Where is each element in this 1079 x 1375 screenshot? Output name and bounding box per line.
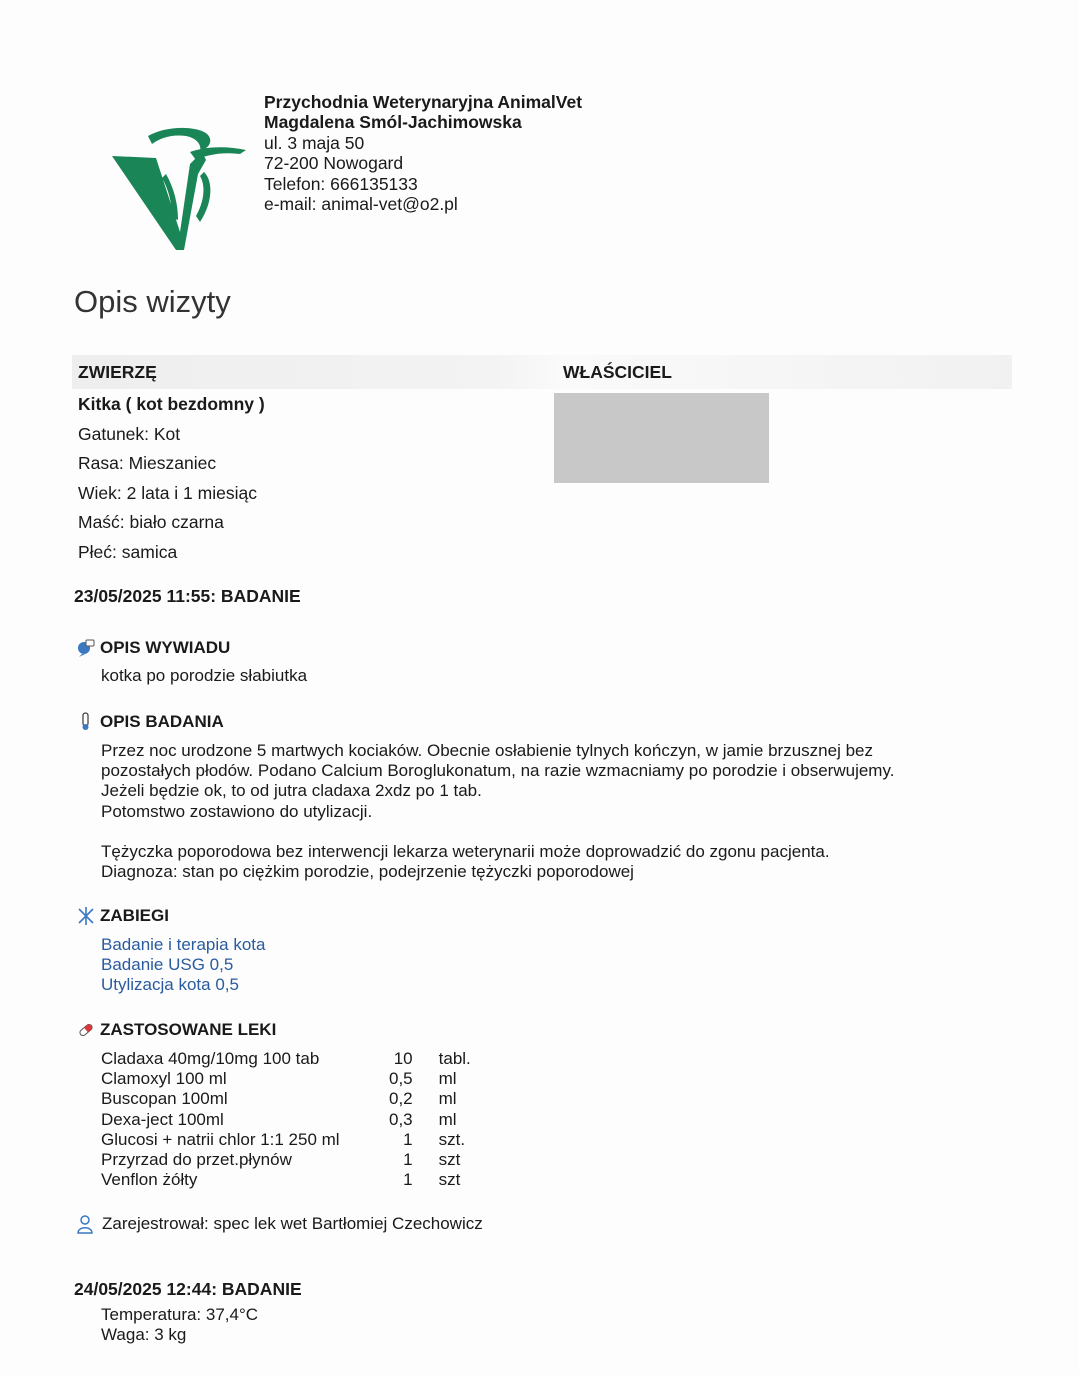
med-qty: 0,3 bbox=[389, 1109, 413, 1129]
clinic-street: ul. 3 maja 50 bbox=[264, 132, 365, 153]
thermometer-icon bbox=[76, 712, 96, 732]
procedures-heading bbox=[76, 906, 169, 926]
exam-line: Przez noc urodzone 5 martwych kociaków. Obecnie osłabienie tylnych kończyn, w jamie brzusznej bez bbox=[101, 741, 873, 760]
med-unit: ml bbox=[438, 1109, 457, 1129]
med-unit: ml bbox=[438, 1089, 457, 1109]
registered-by-text: Zarejestrował: spec lek wet Bartłomiej Czechowicz bbox=[102, 1214, 483, 1233]
owner-heading: WŁAŚCICIEL bbox=[563, 362, 672, 382]
animal-age: Wiek: 2 lata i 1 miesiąc bbox=[78, 482, 257, 503]
clinic-name: Przychodnia Weterynaryjna AnimalVet bbox=[264, 92, 583, 112]
med-row bbox=[101, 1110, 471, 1130]
interview-heading bbox=[76, 638, 230, 658]
exam-line: Tężyczka poporodowa bez interwencji lekarza weterynarii może doprowadzić do zgonu pacjenta. bbox=[101, 841, 830, 861]
weight: Waga: 3 kg bbox=[101, 1325, 187, 1345]
doctor-icon bbox=[76, 1214, 96, 1234]
clinic-logo bbox=[108, 122, 250, 254]
med-row bbox=[101, 1049, 471, 1069]
animal-heading: ZWIERZĘ bbox=[78, 362, 157, 382]
med-name: Buscopan 100ml bbox=[101, 1089, 228, 1109]
exam-heading-label: OPIS BADANIA bbox=[100, 712, 224, 731]
med-name: Clamoxyl 100 ml bbox=[101, 1069, 227, 1089]
exam-line: Jeżeli będzie ok, to od jutra cladaxa 2xdz po 1 tab. bbox=[101, 781, 482, 801]
procedure-link[interactable]: Utylizacja kota 0,5 bbox=[101, 975, 239, 995]
clinic-email: e-mail: animal-vet@o2.pl bbox=[264, 194, 458, 215]
meds-table bbox=[101, 1049, 471, 1190]
med-row bbox=[101, 1150, 471, 1170]
owner-redacted-block bbox=[554, 393, 769, 483]
interview-icon bbox=[76, 638, 96, 658]
med-qty: 0,2 bbox=[389, 1089, 413, 1109]
animal-details bbox=[78, 393, 265, 571]
meds-heading bbox=[76, 1020, 276, 1040]
med-qty: 1 bbox=[403, 1150, 413, 1170]
visit1-heading: 23/05/2025 11:55: BADANIE bbox=[74, 586, 301, 606]
med-qty: 1 bbox=[403, 1170, 413, 1190]
med-name: Przyrzad do przet.płynów bbox=[101, 1150, 292, 1170]
animal-name: Kitka ( kot bezdomny ) bbox=[78, 394, 265, 414]
med-unit: szt. bbox=[438, 1129, 466, 1149]
interview-text: kotka po porodzie słabiutka bbox=[101, 666, 308, 685]
procedure-link[interactable]: Badanie i terapia kota bbox=[101, 935, 266, 954]
procedures-heading-label: ZABIEGI bbox=[100, 906, 169, 925]
med-qty: 0,5 bbox=[389, 1069, 413, 1089]
med-unit: tabl. bbox=[438, 1049, 471, 1068]
med-row bbox=[101, 1170, 471, 1190]
interview-heading-label: OPIS WYWIADU bbox=[100, 638, 231, 657]
clinic-phone: Telefon: 666135133 bbox=[264, 173, 418, 194]
exam-line: Diagnoza: stan po ciężkim porodzie, podejrzenie tężyczki poporodowej bbox=[101, 862, 634, 882]
med-name: Cladaxa 40mg/10mg 100 tab bbox=[101, 1049, 320, 1068]
med-row bbox=[101, 1130, 471, 1150]
med-name: Venflon żółty bbox=[101, 1170, 198, 1190]
med-row bbox=[101, 1069, 471, 1089]
clinic-owner: Magdalena Smól-Jachimowska bbox=[264, 112, 522, 133]
med-qty: 1 bbox=[403, 1129, 413, 1149]
visit2-details bbox=[101, 1305, 258, 1345]
animal-breed: Rasa: Mieszaniec bbox=[78, 453, 217, 474]
exam-line: pozostałych płodów. Podano Calcium Boroglukonatum, na razie wzmacniamy po porodzie i obserwujemy. bbox=[101, 761, 895, 781]
visit2-heading: 24/05/2025 12:44: BADANIE bbox=[74, 1279, 302, 1299]
med-qty: 10 bbox=[393, 1049, 413, 1068]
med-unit: szt bbox=[438, 1150, 461, 1170]
med-row bbox=[101, 1089, 471, 1109]
med-unit: ml bbox=[438, 1069, 457, 1089]
procedure-link[interactable]: Badanie USG 0,5 bbox=[101, 955, 234, 975]
registered-by bbox=[76, 1214, 483, 1234]
clinic-info bbox=[264, 92, 582, 214]
meds-heading-label: ZASTOSOWANE LEKI bbox=[100, 1020, 277, 1039]
clinic-city: 72-200 Nowogard bbox=[264, 153, 404, 174]
page-title: Opis wizyty bbox=[74, 284, 231, 319]
exam-line: Potomstwo zostawiono do utylizacji. bbox=[101, 801, 373, 821]
animal-species: Gatunek: Kot bbox=[78, 423, 181, 444]
exam-heading bbox=[76, 712, 224, 732]
temperature: Temperatura: 37,4°C bbox=[101, 1305, 259, 1324]
animal-color: Maść: biało czarna bbox=[78, 512, 224, 533]
med-unit: szt bbox=[438, 1170, 461, 1190]
section-band bbox=[72, 355, 1012, 389]
animal-sex: Płeć: samica bbox=[78, 541, 178, 562]
med-name: Dexa-ject 100ml bbox=[101, 1109, 224, 1129]
exam-text bbox=[101, 741, 894, 882]
procedures-list bbox=[101, 935, 265, 996]
procedures-icon bbox=[76, 906, 96, 926]
med-name: Glucosi + natrii chlor 1:1 250 ml bbox=[101, 1129, 340, 1149]
pill-icon bbox=[76, 1020, 96, 1040]
